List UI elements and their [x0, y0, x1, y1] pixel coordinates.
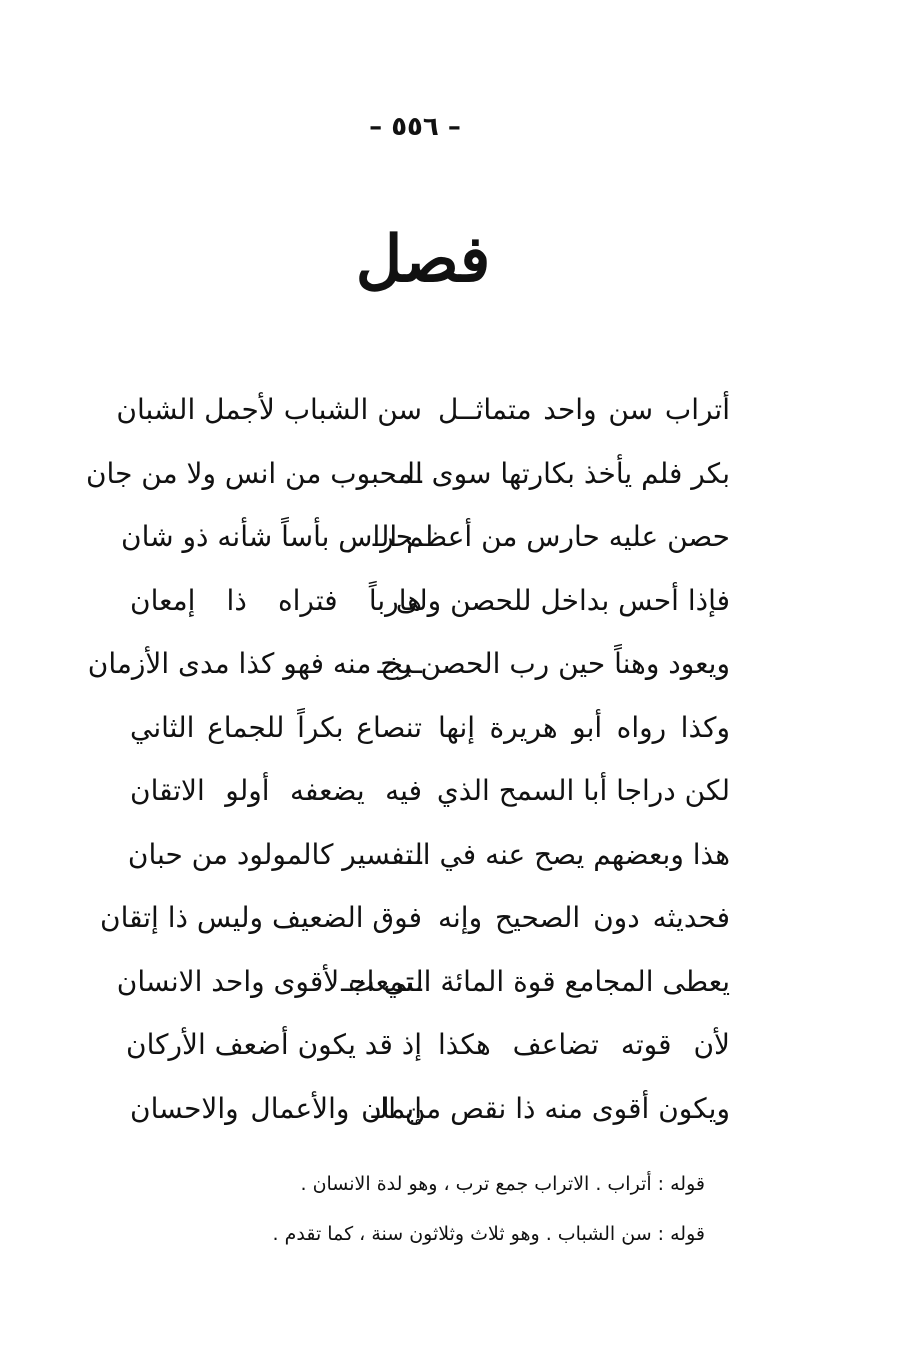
poem-verses — [85, 378, 730, 1140]
verse-line — [127, 823, 730, 887]
verse-line — [87, 632, 730, 696]
verse-second-hemistich: إيمان والأعمال والاحسان — [130, 1091, 422, 1125]
verse-second-hemistich: ـتفسير كالمولود من حبان — [127, 837, 422, 871]
verse-second-hemistich: إذ قد يكون أضعف الأركان — [126, 1028, 422, 1062]
verse-first-hemistich: فحديثه دون الصحيح وإنه — [438, 901, 730, 935]
verse-second-hemistich: سن الشباب لأجمل الشبان — [116, 393, 422, 427]
footnotes — [185, 1166, 705, 1266]
verse-line — [126, 1013, 730, 1077]
verse-line — [121, 505, 730, 569]
verse-second-hemistich: فيه يضعفه أولو الاتقان — [130, 774, 422, 808]
verse-line — [130, 1077, 730, 1141]
footnote: قوله : سن الشباب . وهو ثلاث وثلاثون سنة ، كما تقدم . — [272, 1223, 705, 1245]
verse-line — [116, 378, 730, 442]
verse-line — [130, 696, 730, 760]
footnote: قوله : أتراب . الاتراب جمع ترب ، وهو لدة الانسان . — [300, 1173, 705, 1195]
verse-second-hemistich: ـرج منه فهو كذا مدى الأزمان — [87, 647, 422, 681]
verse-first-hemistich: يعطى المجامع قوة المائة التي اجـ — [341, 964, 730, 998]
verse-first-hemistich: أتراب سن واحد متماثــل — [438, 393, 730, 427]
verse-line — [100, 886, 730, 950]
verse-first-hemistich: ويكون أقوى منه ذا نقص من الـ — [371, 1091, 730, 1125]
verse-line — [116, 950, 730, 1014]
verse-line — [130, 569, 730, 633]
verse-second-hemistich: ـمحبوب من انس ولا من جان — [85, 456, 422, 490]
page-number: – ٥٥٦ – — [369, 112, 461, 142]
verse-second-hemistich: تنصاع بكراً للجماع الثاني — [130, 710, 422, 744]
section-heading: فصل — [355, 222, 491, 297]
verse-first-hemistich: لأن قوته تضاعف هكذا — [438, 1028, 730, 1062]
verse-first-hemistich: بكر فلم يأخذ بكارتها سوى الـ — [398, 456, 730, 490]
verse-second-hemistich: هارباً فتراه ذا إمعان — [130, 583, 422, 617]
verse-second-hemistich: ـحراس بأساً شأنه ذو شان — [121, 520, 422, 554]
verse-first-hemistich: هذا وبعضهم يصح عنه في الـ — [406, 837, 730, 871]
verse-first-hemistich: ويعود وهناً حين رب الحصن يخـ — [377, 647, 730, 681]
verse-line — [130, 759, 730, 823]
verse-line — [85, 442, 730, 506]
verse-first-hemistich: فإذا أحس بداخل للحصن ولى — [395, 583, 730, 617]
verse-first-hemistich: وكذا رواه أبو هريرة إنها — [438, 710, 730, 744]
verse-second-hemistich: فوق الضعيف وليس ذا إتقان — [100, 901, 422, 935]
verse-second-hemistich: ـتمعت لأقوى واحد الانسان — [116, 964, 422, 998]
verse-first-hemistich: لكن دراجا أبا السمح الذي — [436, 774, 730, 808]
verse-first-hemistich: حصن عليه حارس من أعظم الـ — [372, 520, 730, 554]
